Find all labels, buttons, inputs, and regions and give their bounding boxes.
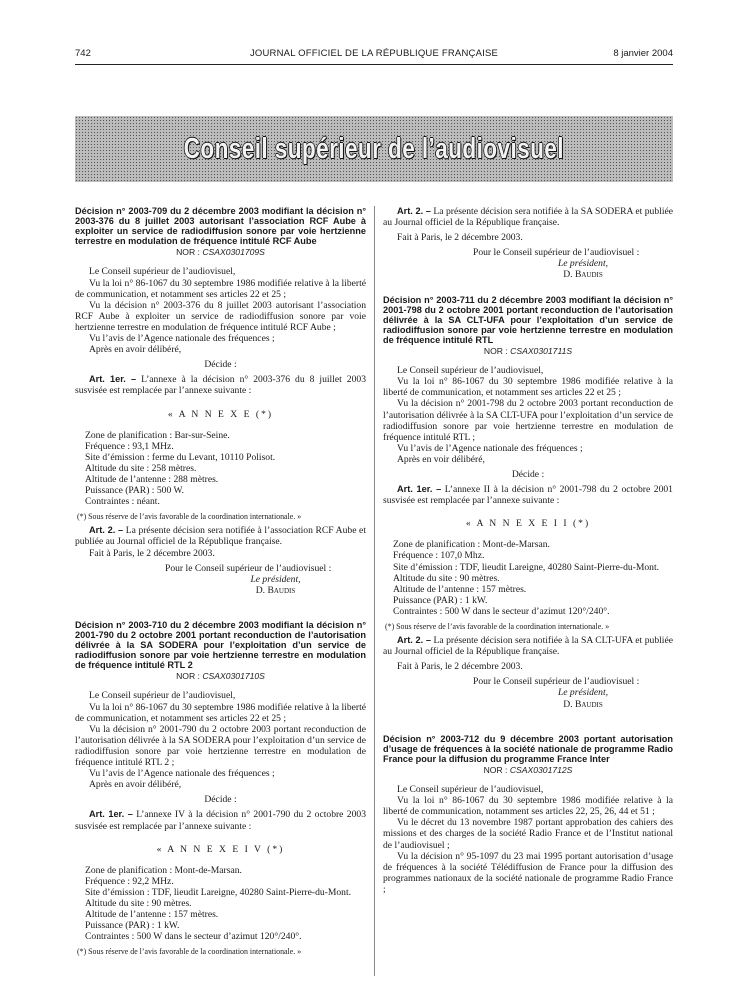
decision-title: Décision n° 2003-712 du 9 décembre 2003 portant autorisation d’usage de fréquences à la société nationale de programme Radio France pour la diffusion du programme France Inter — [383, 733, 673, 764]
annex-line: Altitude du site : 258 mètres. — [85, 462, 197, 474]
annex-line: Altitude du site : 90 mètres. — [393, 572, 500, 584]
article-2: Art. 2. – La présente décision sera notifiée à la SA CLT-UFA et publiée au Journal officiel de la République française. — [383, 635, 673, 658]
visa-line: Vu la loi n° 86-1067 du 30 septembre 1986 modifiée relative à la liberté de communication, et notamment ses articles 22 et 25 ; — [75, 701, 366, 724]
column-separator — [374, 206, 375, 976]
journal-title: JOURNAL OFFICIEL DE LA RÉPUBLIQUE FRANÇAISE — [249, 48, 499, 59]
annex-line: Puissance (PAR) : 1 kW. — [85, 920, 180, 932]
article-1: Art. 1er. – L’annexe à la décision n° 2003-376 du 8 juillet 2003 susvisée est remplacée par l’annexe suivante : — [75, 374, 366, 397]
annex-line: Site d’émission : TDF, lieudit Lareigne, 40280 Saint-Pierre-du-Mont. — [85, 886, 352, 898]
decide-label: Décide : — [204, 359, 237, 371]
article-1: Art. 1er. – L’annexe II à la décision n° 2001-798 du 2 octobre 2001 susvisée est remplacée par l’annexe suivante : — [383, 484, 673, 507]
annex-line: Fréquence : 93,1 MHz. — [85, 440, 174, 452]
decide-label: Décide : — [204, 794, 237, 806]
annex-title: « A N N E X E I V (*) — [156, 843, 285, 855]
visa-line: Le Conseil supérieur de l’audiovisuel, — [89, 690, 236, 702]
nor-reference: NOR : CSAX0301709S — [176, 247, 265, 258]
signature-for: Pour le Conseil supérieur de l’audiovisuel : — [473, 676, 640, 688]
signature-name: D. Baudis — [563, 269, 603, 281]
annex-line: Puissance (PAR) : 1 kW. — [393, 594, 488, 606]
annex-line: Contraintes : néant. — [85, 496, 160, 508]
section-banner — [75, 116, 673, 182]
annex-line: Contraintes : 500 W dans le secteur d’azimut 120°/240°. — [85, 931, 302, 943]
annex-line: Zone de planification : Bar-sur-Seine. — [85, 429, 230, 441]
signature-for: Pour le Conseil supérieur de l’audiovisuel : — [165, 562, 332, 574]
nor-reference: NOR : CSAX0301712S — [483, 764, 573, 775]
signature-block — [75, 563, 366, 596]
header-rule — [75, 64, 673, 65]
visa-line: Le Conseil supérieur de l’audiovisuel, — [397, 784, 544, 796]
signature-role: Le président, — [557, 258, 609, 270]
nor-reference: NOR : CSAX0301710S — [176, 671, 265, 682]
article-1: Art. 1er. – L’annexe IV à la décision n° 2001-790 du 2 octobre 2003 susvisée est remplacée par l’annexe suivante : — [75, 809, 366, 832]
decision-title: Décision n° 2003-709 du 2 décembre 2003 modifiant la décision n° 2003-376 du 8 juillet 2003 autorisant l’association RCF Aube à exploiter un service de radiodiffusion sonore par voie hertzienne terrestre en modulation de fréquence intitulé RCF Aube — [75, 206, 366, 247]
section-title: Conseil supérieur de l’audiovisuel — [183, 132, 565, 165]
annex-line: Altitude du site : 90 mètres. — [85, 897, 192, 909]
right-column — [383, 206, 673, 981]
annex-line: Altitude de l’antenne : 288 mètres. — [85, 473, 219, 485]
annex-title: « A N N E X E (*) — [167, 408, 274, 420]
annex-note: (*) Sous réserve de l’avis favorable de la coordination internationale. » — [77, 512, 302, 522]
visa-line: Vu la décision n° 2003-376 du 8 juillet 2003 autorisant l’association RCF Aube à exploiter un service de radiodiffusion sonore par voie hertzienne terrestre en modulation de fréquence intitulé RCF Aube ; — [75, 299, 366, 333]
annex-line: Fréquence : 107,0 Mhz. — [393, 550, 485, 562]
decision-709 — [75, 206, 366, 596]
annex-line: Fréquence : 92,2 MHz. — [85, 875, 174, 887]
decide-label: Décide : — [511, 468, 545, 480]
annex-line: Site d’émission : TDF, lieudit Lareigne, 40280 Saint-Pierre-du-Mont. — [393, 561, 660, 573]
annex-body — [75, 865, 366, 943]
visa-line: Le Conseil supérieur de l’audiovisuel, — [89, 266, 236, 278]
annex-body — [75, 430, 366, 508]
annex-line: Site d’émission : ferme du Levant, 10110 Polisot. — [85, 451, 276, 463]
annex-note: (*) Sous réserve de l’avis favorable de la coordination internationale. » — [77, 947, 302, 957]
signature-role: Le président, — [250, 573, 301, 585]
visa-line: Vu l’avis de l’Agence nationale des fréquences ; — [89, 768, 275, 780]
annex-line: Contraintes : 500 W dans le secteur d’azimut 120°/240°. — [393, 605, 610, 617]
visa-line: Après en avoir délibéré, — [89, 344, 182, 356]
nor-reference: NOR : CSAX0301711S — [483, 346, 573, 357]
issue-date: 8 janvier 2004 — [613, 48, 673, 59]
decision-title: Décision n° 2003-710 du 2 décembre 2003 modifiant la décision n° 2001-790 du 2 octobre 2001 portant reconduction de l’autorisation délivrée à la SA SODERA pour l’exploitation d’un service de radiodiffusion sonore par voie hertzienne terrestre en modulation de fréquence intitulé RTL 2 — [75, 619, 366, 671]
visa-line: Vu l’avis de l’Agence nationale des fréquences ; — [89, 333, 275, 345]
annex-line: Zone de planification : Mont-de-Marsan. — [393, 539, 550, 551]
signature-for: Pour le Conseil supérieur de l’audiovisuel : — [473, 247, 640, 259]
signature-role: Le président, — [557, 687, 609, 699]
visa-line: Après en voir délibéré, — [397, 453, 485, 465]
done-at: Fait à Paris, le 2 décembre 2003. — [397, 232, 523, 244]
decision-title: Décision n° 2003-711 du 2 décembre 2003 modifiant la décision n° 2001-798 du 2 octobre 2001 portant reconduction de l’autorisation délivrée à la SA CLT-UFA pour l’exploitation d’un service de radiodiffusion sonore par voie hertzienne terrestre en modulation de fréquence intitulé RTL — [383, 294, 673, 345]
visa-line: Après en avoir délibéré, — [89, 779, 182, 791]
annex-line: Puissance (PAR) : 500 W. — [85, 485, 185, 497]
article-2: Art. 2. – La présente décision sera notifiée à l’association RCF Aube et publiée au Journal officiel de la République française. — [75, 525, 366, 548]
annex-title: « A N N E X E I I (*) — [465, 518, 591, 530]
visa-line: Vu la loi n° 86-1067 du 30 septembre 1986 modifiée relative à la liberté de communication, et notamment ses articles 22 et 25 ; — [75, 277, 366, 300]
decision-711 — [383, 295, 673, 710]
visa-line: Vu la décision n° 2001-790 du 2 octobre 2003 portant reconduction de l’autorisation délivrée à la SA SODERA pour l’exploitation d’un service de radiodiffusion sonore par voie hertzienne terrestre en modulation de fréquence intitulé RTL 2 ; — [75, 723, 366, 769]
left-column — [75, 206, 366, 981]
done-at: Fait à Paris, le 2 décembre 2003. — [397, 661, 523, 673]
page-header — [75, 48, 673, 64]
signature-block — [383, 676, 673, 709]
signature-name: D. Baudis — [563, 698, 603, 710]
done-at: Fait à Paris, le 2 décembre 2003. — [89, 547, 215, 559]
visa-line: Vu l’avis de l’Agence nationale des fréquences ; — [397, 442, 583, 454]
decision-710-continued — [383, 206, 673, 281]
visa-line: Vu la décision n° 95-1097 du 23 mai 1995 portant autorisation d’usage de fréquences à la société Télédiffusion de France pour la diffusion des programmes nationaux de la société nationale de programme Radio France ; — [383, 850, 673, 895]
signature-name: D. Baudis — [255, 584, 296, 596]
annex-line: Zone de planification : Mont-de-Marsan. — [85, 864, 242, 876]
annex-body — [383, 539, 673, 617]
annex-line: Altitude de l’antenne : 157 mètres. — [393, 583, 527, 595]
decision-710 — [75, 620, 366, 958]
visa-line: Vu la loi n° 86-1067 du 30 septembre 1986 modifiée relative à la liberté de communication, et notamment ses articles 22 et 25 ; — [383, 376, 673, 399]
signature-block — [383, 247, 673, 280]
visa-line: Vu la décision n° 2001-798 du 2 octobre 2003 portant reconduction de l’autorisation délivrée à la SA CLT-UFA pour l’exploitation d’un service de radiodiffusion sonore par voie hertzienne terrestre en modulation de fréquence intitulé RTL ; — [383, 398, 673, 443]
annex-note: (*) Sous réserve de l’avis favorable de la coordination internationale. » — [385, 622, 610, 631]
decision-712 — [383, 734, 673, 895]
visa-line: Le Conseil supérieur de l’audiovisuel, — [397, 365, 544, 377]
annex-line: Altitude de l’antenne : 157 mètres. — [85, 909, 219, 921]
article-2: Art. 2. – La présente décision sera notifiée à la SA SODERA et publiée au Journal officiel de la République française. — [383, 206, 673, 229]
page-number: 742 — [75, 48, 91, 59]
visa-line: Vu la loi n° 86-1067 du 30 septembre 1986 modifiée relative à la liberté de communication, notamment ses articles 22, 25, 26, 44 et 51 ; — [383, 795, 673, 818]
visa-line: Vu le décret du 13 novembre 1987 portant approbation des cahiers des missions et des charges de la société Radio France et de l’Institut national de l’audiovisuel ; — [383, 817, 673, 851]
